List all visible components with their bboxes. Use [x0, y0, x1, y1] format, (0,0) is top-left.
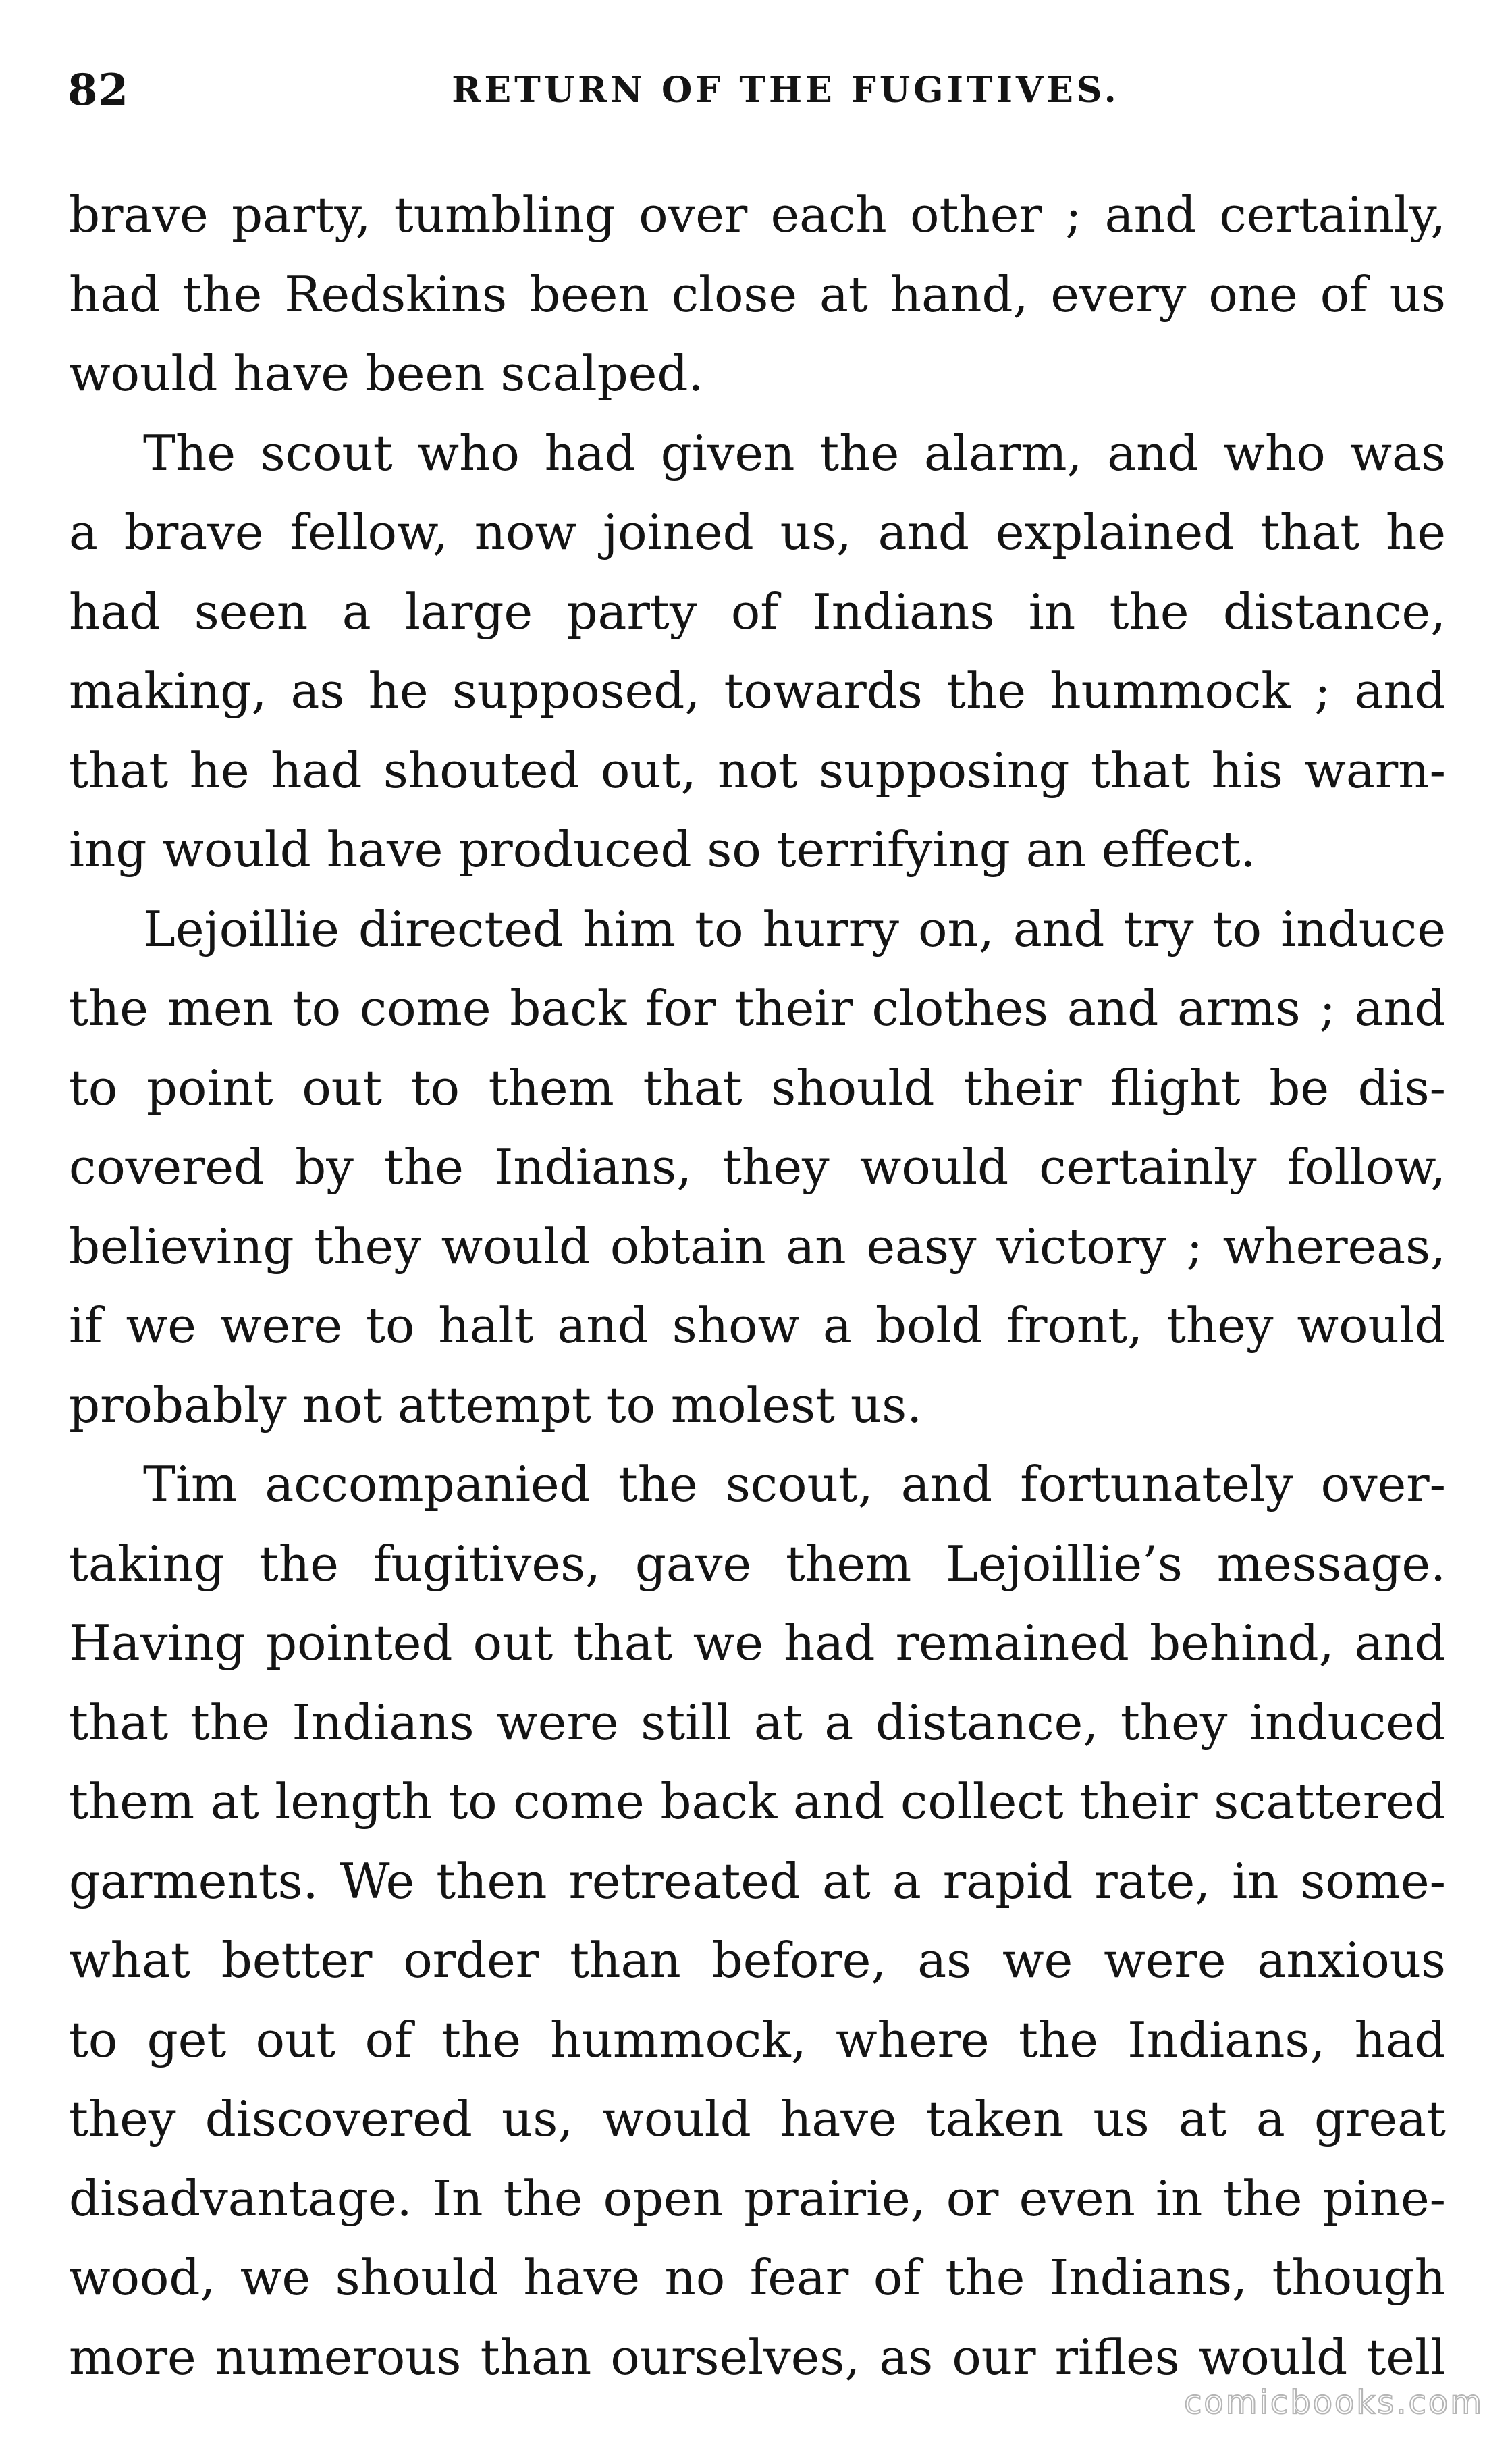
text-line: Lejoillie directed him to hurry on, and try to induce — [143, 900, 1446, 957]
text-line: to get out of the hummock, where the Indians, had — [69, 2011, 1446, 2068]
text-line: making, as he supposed, towards the hummock ; and — [69, 662, 1446, 719]
text-line: the men to come back for their clothes and arms ; and — [69, 980, 1446, 1036]
text-line: ing would have produced so terrifying an effect. — [69, 821, 1256, 878]
text-line: brave party, tumbling over each other ; and certainly, — [69, 186, 1446, 243]
page-number: 82 — [68, 65, 130, 115]
text-line: The scout who had given the alarm, and who was — [143, 424, 1446, 481]
text-line: taking the fugitives, gave them Lejoillie’s message. — [69, 1535, 1446, 1592]
text-line: a brave fellow, now joined us, and explained that he — [69, 504, 1446, 560]
text-line: what better order than before, as we were anxious — [69, 1932, 1446, 1989]
text-line: believing they would obtain an easy victory ; whereas, — [69, 1217, 1446, 1275]
text-line: garments. We then retreated at a rapid rate, in some- — [69, 1852, 1446, 1910]
text-line: had seen a large party of Indians in the distance, — [69, 583, 1446, 640]
text-line: if we were to halt and show a bold front, they would — [69, 1297, 1446, 1354]
watermark: comicbooks.com — [1183, 2384, 1484, 2421]
text-line: them at length to come back and collect their scattered — [69, 1773, 1446, 1830]
text-line: disadvantage. In the open prairie, or even in the pine- — [69, 2169, 1446, 2227]
text-line: covered by the Indians, they would certainly follow, — [69, 1138, 1446, 1195]
text-line: they discovered us, would have taken us at a great — [69, 2090, 1446, 2147]
text-line: probably not attempt to molest us. — [69, 1376, 923, 1433]
text-line: more numerous than ourselves, as our rifles would tell — [69, 2328, 1446, 2386]
running-head-title: RETURN OF THE FUGITIVES. — [452, 70, 1120, 111]
text-line: to point out to them that should their flight be dis- — [69, 1059, 1446, 1116]
text-line: had the Redskins been close at hand, every one of us — [69, 265, 1446, 323]
text-line: wood, we should have no fear of the Indians, though — [69, 2249, 1446, 2306]
text-line: Having pointed out that we had remained behind, and — [69, 1614, 1446, 1671]
text-line: that he had shouted out, not supposing that his warn- — [69, 741, 1446, 799]
text-line: would have been scalped. — [69, 345, 704, 402]
text-line: that the Indians were still at a distance, they induced — [69, 1693, 1446, 1751]
running-head — [68, 58, 1450, 123]
body-text — [69, 176, 1446, 2397]
text-line: Tim accompanied the scout, and fortunately over- — [143, 1456, 1446, 1512]
